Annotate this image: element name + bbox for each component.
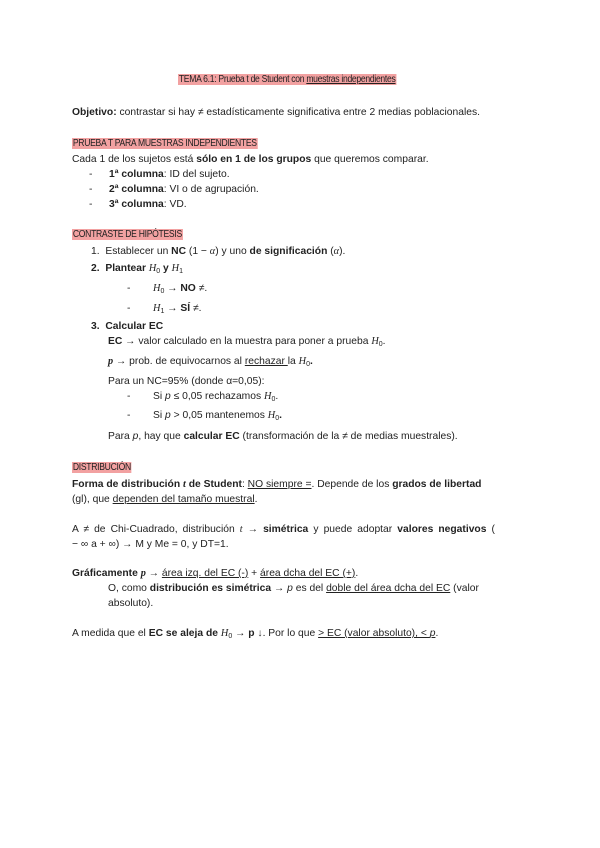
h1-line: - $H_1$ → SÍ ≠. (127, 303, 202, 315)
section1-intro: Cada 1 de los sujetos está sólo en 1 de los grupos que queremos comparar. (72, 154, 429, 165)
list-item: - 1ª columna: ID del sujeto. (89, 169, 230, 180)
objective-line (72, 106, 480, 120)
forma-line-1: Forma de distribución t de Student: NO siempre =. Depende de los grados de libertad (72, 479, 482, 490)
graf-line: Gráficamente p → área izq. del EC (-) + área dcha del EC (+). (72, 568, 359, 579)
section-heading-contraste: CONTRASTE DE HIPÓTESIS (72, 229, 182, 240)
list-item: - 2ª columna: VI o de agrupación. (89, 184, 259, 195)
chi-line-1: A ≠ de Chi-Cuadrado, distribución t → simétrica y puede adoptar valores negativos ( (72, 524, 495, 535)
p-line: p → prob. de equivocarnos al rechazar la $H_0$. (108, 356, 313, 368)
h0-line: - $H_0$ → NO ≠. (127, 283, 208, 295)
objective-text: contrastar si hay ≠ estadísticamente significativa entre 2 medias poblacionales. (116, 107, 480, 118)
como-line-1: O, como distribución es simétrica → p es del doble del área dcha del EC (valor (108, 583, 479, 594)
list-item: - Si p > 0,05 mantenemos $H_0$. (127, 410, 283, 422)
step-2: 2. Plantear $H_0$ y $H_1$ (91, 263, 183, 275)
ec-line: EC → valor calculado en la muestra para poner a prueba $H_0$. (108, 336, 386, 348)
forma-line-2: (gl), que dependen del tamaño muestral. (72, 494, 258, 505)
como-line-2: absoluto). (108, 598, 154, 609)
objective-label: Objetivo: (72, 107, 117, 118)
chi-line-2: − ∞ a + ∞) → M y Me = 0, y DT=1. (72, 539, 229, 550)
section-heading-distribucion: DISTRIBUCIÓN (72, 462, 131, 473)
list-item: - 3ª columna: VD. (89, 199, 187, 210)
nc-line: Para un NC=95% (donde α=0,05): (108, 376, 265, 387)
title-underlined: muestras independientes (306, 74, 396, 85)
step-1: 1. Establecer un NC (1 − α) y uno de significación (α). (91, 246, 346, 257)
list-item: - Si p ≤ 0,05 rechazamos $H_0$. (127, 391, 279, 403)
title-prefix: TEMA 6.1: Prueba t de Student con (178, 74, 307, 85)
page-title (178, 74, 396, 85)
section-heading-prueba: PRUEBA T PARA MUESTRAS INDEPENDIENTES (72, 138, 257, 149)
para-line: Para p, hay que calcular EC (transformación de la ≠ de medias muestrales). (108, 431, 458, 442)
step-3: 3. Calcular EC (91, 321, 164, 332)
final-line: A medida que el EC se aleja de $H_0 \to p$ ↓. Por lo que > EC (valor absoluto), < p. (72, 628, 439, 640)
